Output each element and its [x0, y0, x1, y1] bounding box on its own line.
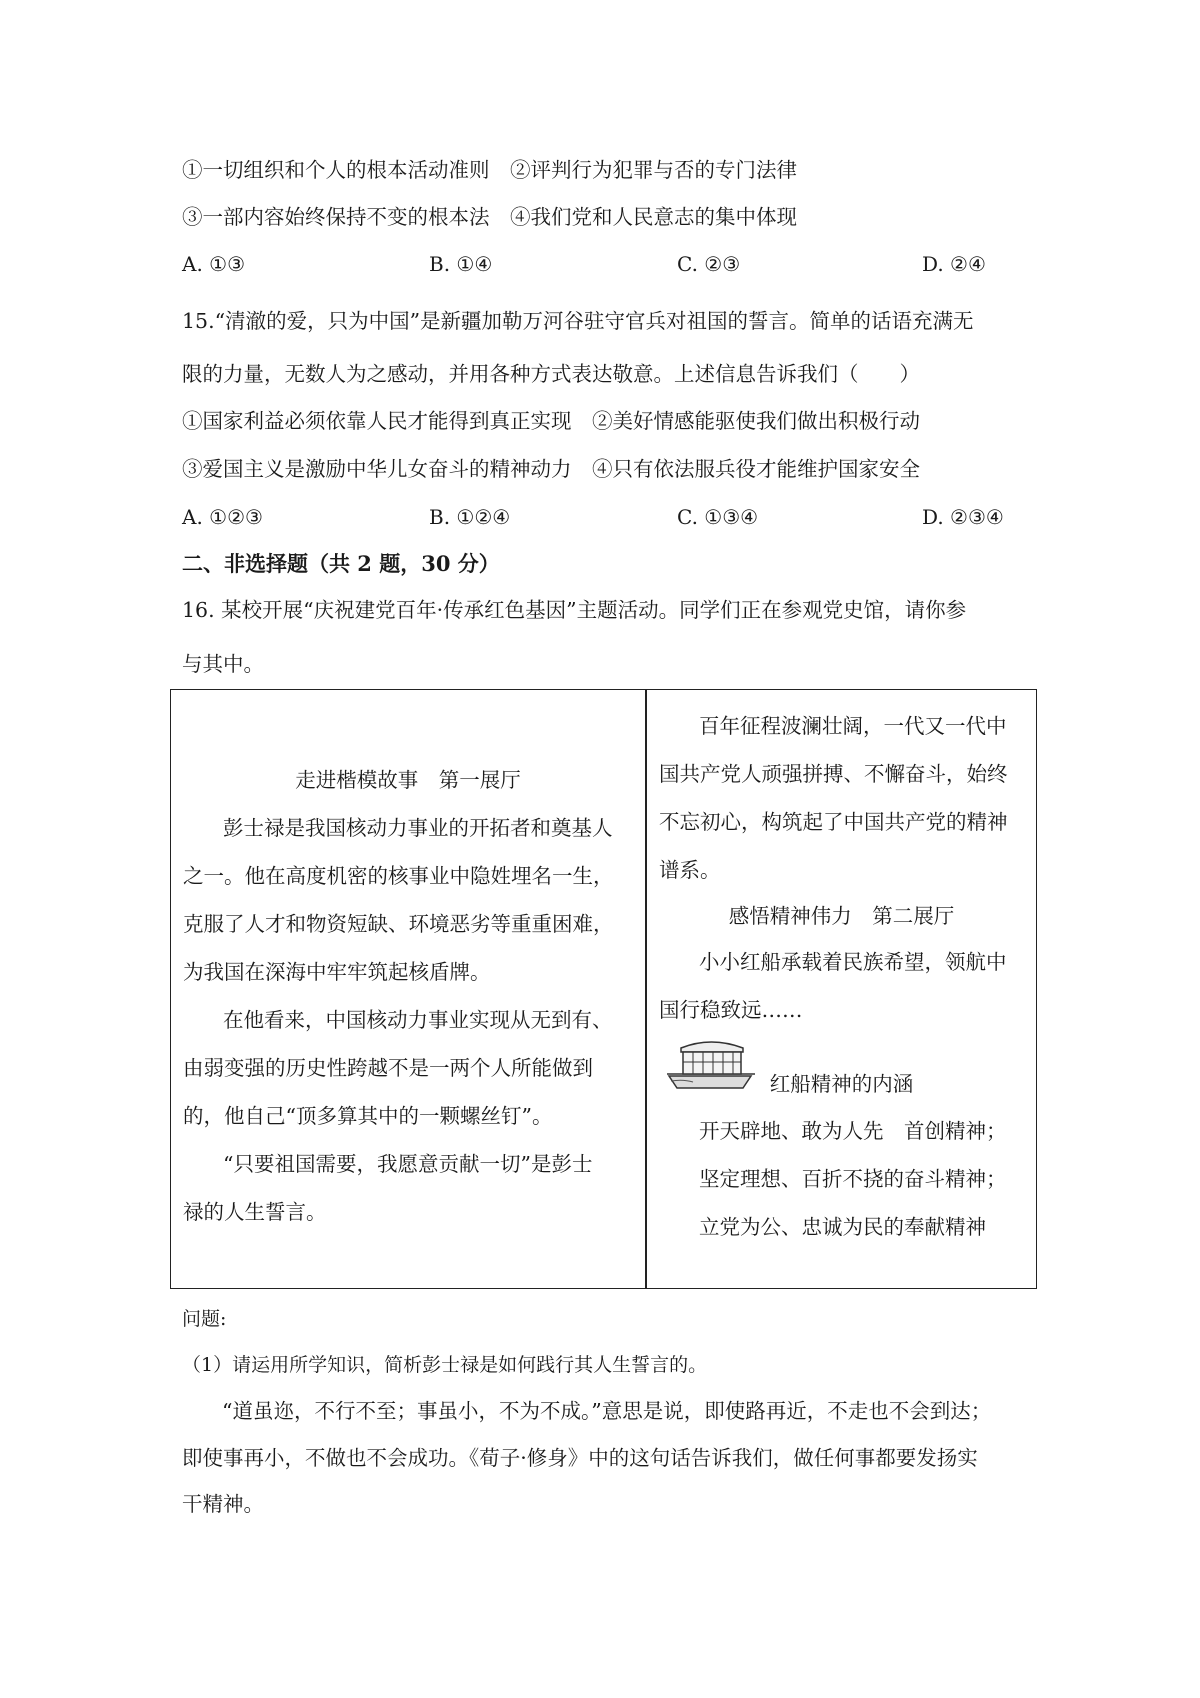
left-text-line: 由弱变强的历史性跨越不是一两个人所能做到 — [183, 1056, 593, 1080]
quote-line-1: “道虽迩，不行不至；事虽小，不为不成。”意思是说，即使路再近，不走也不会到达； — [222, 1399, 992, 1423]
sub-question-1: （1）请运用所学知识，简析彭士禄是如何践行其人生誓言的。 — [182, 1354, 708, 1376]
q15-options-line-2: ③爱国主义是激励中华儿女奋斗的精神动力 ④只有依法服兵役才能维护国家安全 — [182, 457, 920, 481]
q14-choice-a: A. ①③ — [182, 252, 246, 276]
q15-stem-line-1: 15.“清澈的爱，只为中国”是新疆加勒万河谷驻守官兵对祖国的誓言。简单的话语充满无 — [182, 309, 974, 333]
q15-choice-c: C. ①③④ — [677, 505, 759, 529]
left-text-line: 之一。他在高度机密的核事业中隐姓埋名一生， — [183, 864, 614, 888]
q16-stem-line-2: 与其中。 — [182, 652, 264, 676]
questions-label: 问题: — [182, 1308, 227, 1330]
spirit-line: 开天辟地、敢为人先 首创精神； — [699, 1119, 1007, 1143]
q14-options-line-1: ①一切组织和个人的根本活动准则 ②评判行为犯罪与否的专门法律 — [182, 158, 797, 182]
exhibit-left-cell — [171, 690, 645, 1288]
left-text-line: “只要祖国需要，我愿意贡献一切”是彭士 — [223, 1152, 593, 1176]
exhibit-hall-1-title: 走进楷模故事 第一展厅 — [295, 768, 521, 792]
red-boat-spirit-subtitle: 红船精神的内涵 — [769, 1072, 914, 1096]
left-text-line: 的，他自己“顶多算其中的一颗螺丝钉”。 — [183, 1104, 553, 1128]
quote-line-3: 干精神。 — [182, 1492, 264, 1516]
right-text-line: 不忘初心，构筑起了中国共产党的精神 — [659, 810, 1008, 834]
q15-choice-b: B. ①②④ — [429, 505, 511, 529]
spirit-line: 立党为公、忠诚为民的奉献精神 — [699, 1215, 986, 1239]
exhibit-hall-2-title: 感悟精神伟力 第二展厅 — [728, 904, 955, 928]
spirit-line: 坚定理想、百折不挠的奋斗精神； — [699, 1167, 1007, 1191]
q15-choice-a: A. ①②③ — [182, 505, 263, 529]
right-text-line: 国共产党人顽强拼搏、不懈奋斗，始终 — [659, 762, 1008, 786]
exhibit-right-cell — [647, 690, 1036, 1288]
q14-choice-b: B. ①④ — [429, 252, 493, 276]
q15-options-line-1: ①国家利益必须依靠人民才能得到真正实现 ②美好情感能驱使我们做出积极行动 — [182, 409, 920, 433]
q14-options-line-2: ③一部内容始终保持不变的根本法 ④我们党和人民意志的集中体现 — [182, 205, 797, 229]
q16-stem-line-1: 16. 某校开展“庆祝建党百年·传承红色基因”主题活动。同学们正在参观党史馆，请你参 — [182, 598, 967, 622]
section-heading: 二、非选择题（共 2 题，30 分） — [182, 551, 500, 576]
left-text-line: 克服了人才和物资短缺、环境恶劣等重重困难， — [183, 912, 614, 936]
q15-stem-line-2: 限的力量，无数人为之感动，并用各种方式表达敬意。上述信息告诉我们（ ） — [182, 362, 920, 386]
right-text-line: 小小红船承载着民族希望，领航中 — [699, 950, 1007, 974]
right-text-line: 百年征程波澜壮阔，一代又一代中 — [699, 714, 1007, 738]
left-text-line: 禄的人生誓言。 — [183, 1200, 327, 1224]
right-text-line: 国行稳致远…… — [659, 998, 803, 1022]
q15-choice-d: D. ②③④ — [922, 505, 1004, 529]
exhibit-table — [170, 689, 1037, 1289]
right-text-line: 谱系。 — [659, 858, 721, 882]
quote-line-2: 即使事再小，不做也不会成功。《荀子·修身》中的这句话告诉我们，做任何事都要发扬实 — [182, 1446, 978, 1470]
left-text-line: 彭士禄是我国核动力事业的开拓者和奠基人 — [223, 816, 613, 840]
q14-choice-c: C. ②③ — [677, 252, 741, 276]
left-text-line: 为我国在深海中牢牢筑起核盾牌。 — [183, 960, 491, 984]
left-text-line: 在他看来，中国核动力事业实现从无到有、 — [223, 1008, 613, 1032]
q14-choice-d: D. ②④ — [922, 252, 986, 276]
